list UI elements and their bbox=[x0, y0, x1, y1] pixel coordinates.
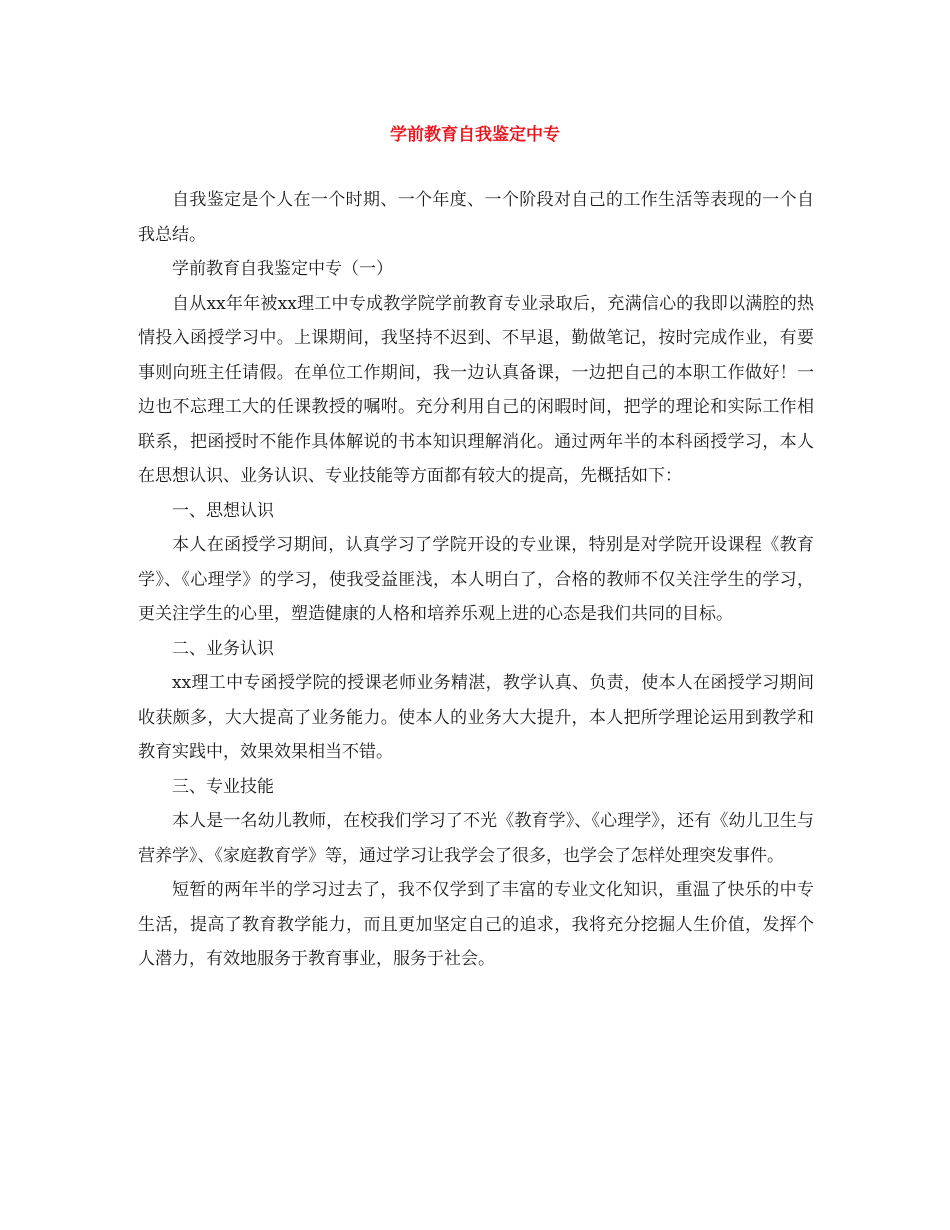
paragraph-thought: 本人在函授学习期间，认真学习了学院开设的专业课，特别是对学院开设课程《教育学》、《心理学》的学习，使我受益匪浅，本人明白了，合格的教师不仅关注学生的学习，更关注学生的心里，塑造健康的人格和培养乐观上进的心态是我们共同的目标。 bbox=[138, 535, 814, 624]
section-heading-thought: 一、思想认识 bbox=[172, 500, 274, 521]
paragraph-business: xx理工中专函授学院的授课老师业务精湛，教学认真、负责，使本人在函授学习期间收获颇多，大大提高了业务能力。使本人的业务大大提升，本人把所学理论运用到教学和教育实践中，效果效果相当不错。 bbox=[138, 673, 814, 762]
paragraph-conclusion: 短暂的两年半的学习过去了，我不仅学到了丰富的专业文化知识，重温了快乐的中专生活，提高了教育教学能力，而且更加坚定自己的追求，我将充分挖掘人生价值，发挥个人潜力，有效地服务于教育事业，服务于社会。 bbox=[138, 880, 814, 969]
document-title: 学前教育自我鉴定中专 bbox=[390, 125, 560, 145]
paragraph-main: 自从xx年年被xx理工中专成教学院学前教育专业录取后，充满信心的我即以满腔的热情投入函授学习中。上课期间，我坚持不迟到、不早退，勤做笔记，按时完成作业，有要事则向班主任请假。在单位工作期间，我一边认真备课，一边把自己的本职工作做好！一边也不忘理工大的任课教授的嘱咐。充分利用自己的闲暇时间，把学的理论和实际工作相联系，把函授时不能作具体解说的书本知识理解消化。通过两年半的本科函授学习，本人在思想认识、业务认识、专业技能等方面都有较大的提高，先概括如下： bbox=[138, 293, 814, 486]
paragraph-intro: 自我鉴定是个人在一个时期、一个年度、一个阶段对自己的工作生活等表现的一个自我总结。 bbox=[138, 190, 814, 245]
document-body bbox=[138, 183, 814, 977]
section-heading-skills: 三、专业技能 bbox=[172, 776, 274, 797]
paragraph-subtitle: 学前教育自我鉴定中专（一） bbox=[172, 259, 393, 279]
paragraph-skills: 本人是一名幼儿教师，在校我们学习了不光《教育学》、《心理学》，还有《幼儿卫生与营养学》、《家庭教育学》等，通过学习让我学会了很多，也学会了怎样处理突发事件。 bbox=[138, 811, 814, 866]
section-heading-business: 二、业务认识 bbox=[172, 638, 274, 659]
